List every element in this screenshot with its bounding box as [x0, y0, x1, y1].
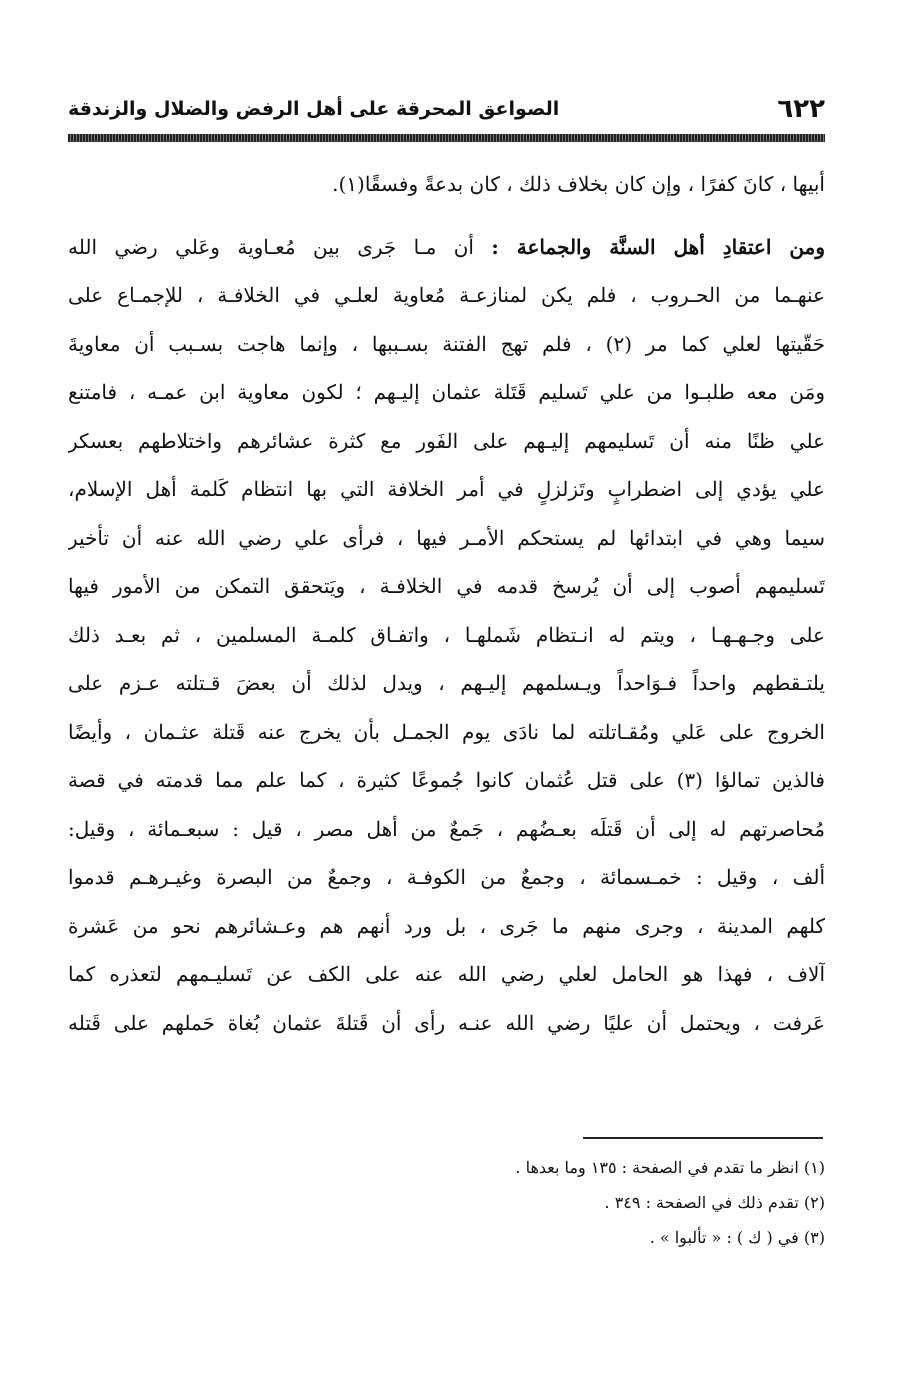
text-line: حَقّيتها لعلي كما مر (٢) ، فلم تهج الفتنة بسـببها ، وإنما هاجت بسـبب أن معاويةَ	[68, 331, 825, 356]
main-text	[68, 160, 825, 1047]
footnotes	[68, 1150, 825, 1255]
text-line: الخروج على عَلي ومُقـاتلته لما نادَى يوم الجمـل بأن يخرج عنه قَتلة عثـمان ، وأيضًا	[68, 719, 825, 744]
text-line: يلتـقطهم واحداً فـوَاحداً ويـسلمهم إليـهم ، ويدل لذلك أن بعضَ قـتلته عـزم على	[68, 671, 825, 695]
footnote-3: (٣) في ( ك ) : « تألبوا » .	[649, 1228, 825, 1247]
running-title: الصواعق المحرقة على أهل الرفض والضلال والزندقة	[68, 98, 560, 120]
text-line: علي يؤدي إلى اضطرابٍ وتَزلزلٍ في أمر الخلافة التي بها انتظام كَلمة أهل الإسلام،	[68, 477, 825, 501]
text-line: عَرفت ، ويحتمل أن عليًا رضي الله عنـه رأى أن قَتلةَ عثمان بُغاة حَملهم على قَتله	[68, 1010, 825, 1035]
footnote-2: (٢) تقدم ذلك في الصفحة : ٣٤٩ .	[604, 1193, 825, 1212]
text-line	[68, 223, 825, 272]
first-line-rest: أن مـا جَرى بين مُعـاوية وعَلي رضي الله	[68, 234, 492, 259]
text-line: علي ظنًا منه أن تَسليمهم إليـهم على الفَور مع كثرة عشائرهم واختلاطهم بعسكر	[68, 428, 825, 453]
text-line: مُحاصرتهم له إلى أن قَتلَه بعـضُهم ، جَمعٌ من أهل مصر ، قيل : سبعـمائة ، وقيل:	[68, 816, 825, 841]
text-line: أبيها ، كانَ كفرًا ، وإن كان بخلاف ذلك ، كان بدعةً وفسقًا(١).	[332, 172, 825, 196]
footnote-rule	[583, 1137, 823, 1139]
header-rule	[68, 134, 825, 142]
text-line: فالذين تمالؤا (٣) على قتل عُثمان كانوا جُموعًا كثيرة ، كما علم مما قدمته في قصة	[68, 768, 825, 792]
text-line: كلهم المدينة ، وجرى منهم ما جَرى ، بل ورد أنهم هم وعـشائرهم نحو من عَشرة	[68, 913, 825, 938]
text-line: تَسليمهم أصوب إلى أن يُرسخ قدمه في الخلافـة ، ويَتحقق التمكن من الأمور فيها	[68, 574, 825, 598]
text-line: سيما وهي في ابتدائها لم يستحكم الأمـر فيها ، فرأى علي رضي الله عنه أن تأخير	[68, 525, 825, 550]
text-line: ومَن معه طلبـوا من علي تَسليم قَتَلة عثمان إليـهم ؛ لكون معاوية ابن عمـه ، فامتنع	[68, 380, 825, 404]
text-line: عنهـما من الحـروب ، فلم يكن لمنازعـة مُعاوية لعلـي في الخلافـة ، للإجمـاع على	[68, 283, 825, 307]
page-header	[68, 88, 825, 124]
footnote-1: (١) انظر ما تقدم في الصفحة : ١٣٥ وما بعدها .	[515, 1158, 825, 1177]
text-line: على وجـهـهـا ، ويتم له انـتظام شَملهـا ، واتفـاق كلمـة المسلمين ، ثم بعـد ذلك	[68, 622, 825, 647]
text-line: آلاف ، فهذا هو الحامل لعلي رضي الله عنه على الكف عن تَسليـمهم لتعذره كما	[68, 962, 825, 986]
paragraph-gap	[68, 209, 825, 223]
paragraph-lead: ومن اعتقادِ أهل السنَّة والجماعة :	[491, 234, 825, 259]
page-number: ٦٢٢	[777, 94, 825, 124]
text-line: ألف ، وقيل : خمـسمائة ، وجمعٌ من الكوفـة ، وجمعٌ من البصرة وغيـرهـم قدموا	[68, 865, 825, 889]
